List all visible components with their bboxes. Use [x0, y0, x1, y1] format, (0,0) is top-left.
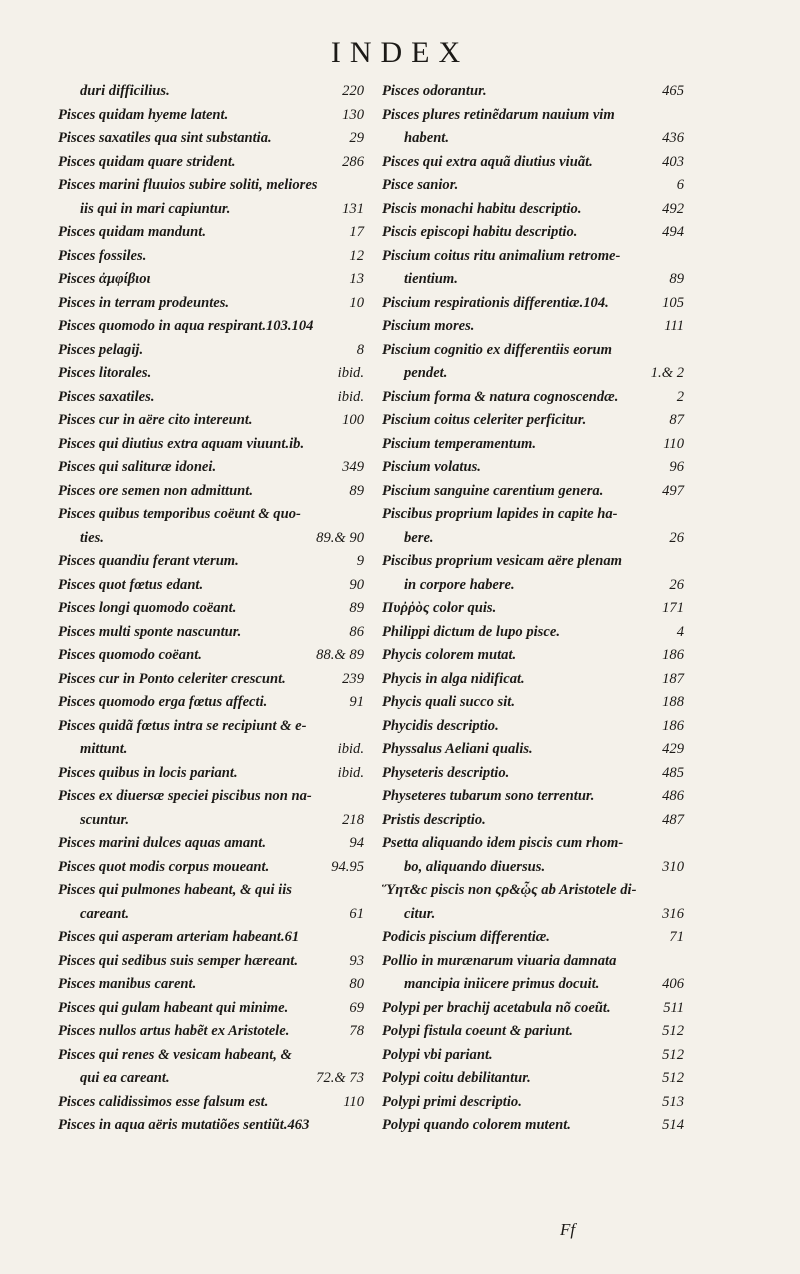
index-entry	[382, 762, 684, 786]
index-entry-text: ties.	[80, 529, 104, 546]
index-entry-page: 100	[342, 412, 364, 428]
index-entry-text: Pisces marini fluuios subire soliti, meliores	[58, 177, 318, 193]
index-entry	[382, 738, 684, 762]
index-entry-text: Physeteris descriptio.	[382, 764, 510, 781]
index-entry-page: 110	[663, 435, 684, 452]
index-entry	[382, 1114, 684, 1138]
index-entry-text: Pisces cur in aëre cito intereunt.	[58, 412, 253, 428]
index-entry-text: Pollio in murænarum viuaria damnata	[382, 952, 617, 969]
index-entry-text: Pisces calidissimos esse falsum est.	[58, 1093, 269, 1110]
index-entry-text: Piscium cognitio ex differentiis eorum	[382, 341, 612, 358]
index-entry-page: 26	[669, 529, 684, 546]
index-entry-text: Pisces qui salituræ idonei.	[58, 459, 217, 475]
index-entry	[382, 973, 684, 997]
index-entry-text: Pisces qui extra aquã diutius viuãt.	[382, 153, 593, 170]
index-entry-text: Podicis piscium differentiæ.	[382, 929, 550, 945]
index-entry-text: Pisces quibus temporibus coëunt & quo-	[58, 506, 301, 522]
index-entry	[58, 198, 364, 222]
index-entry-text: Phycis in alga nidificat.	[382, 670, 525, 687]
index-entry-text: Pisces qui pulmones habeant, & qui iis	[58, 882, 292, 898]
index-entry	[58, 315, 364, 339]
index-entry-text: Pisces longi quomodo coëant.	[58, 600, 237, 616]
index-entry-text: Pisces qui diutius extra aquam viuunt.ib.	[58, 435, 305, 452]
index-entry-page: 511	[663, 999, 684, 1016]
index-entry	[382, 785, 684, 809]
index-entry	[58, 856, 364, 880]
index-entry	[382, 292, 684, 316]
index-entry-page: 218	[342, 811, 364, 828]
index-entry-page: 239	[342, 670, 364, 687]
index-entry-page: 89.& 90	[316, 529, 364, 546]
index-entry-text: Physeteres tubarum sono terrentur.	[382, 788, 595, 804]
index-entry	[382, 550, 684, 574]
index-entry	[58, 644, 364, 668]
index-entry	[382, 856, 684, 880]
index-entry-text: Pisces in aqua aëris mutatiões sentiũt.463	[58, 1117, 310, 1133]
index-entry	[382, 574, 684, 598]
index-entry	[382, 1044, 684, 1068]
index-entry-page: 406	[662, 976, 684, 992]
index-entry	[382, 151, 684, 175]
index-entry-page: 492	[662, 200, 684, 217]
index-entry	[58, 1114, 364, 1138]
index-entry	[58, 879, 364, 903]
index-entry	[382, 127, 684, 151]
index-entry	[58, 104, 364, 128]
index-entry-text: Pisces odorantur.	[382, 83, 487, 99]
page-title: INDEX	[330, 36, 470, 69]
index-entry-text: Pisce sanior.	[382, 177, 459, 193]
index-entry	[58, 668, 364, 692]
index-entry	[58, 1020, 364, 1044]
index-entry	[382, 503, 684, 527]
index-entry-page: 72.& 73	[316, 1070, 364, 1086]
index-entry-text: Phycidis descriptio.	[382, 717, 499, 734]
index-entry	[58, 1091, 364, 1115]
index-entry	[382, 926, 684, 950]
index-entry-page: 512	[662, 1023, 684, 1039]
index-entry-text: Pisces marini dulces aquas amant.	[58, 835, 266, 851]
index-entry-text: Polypi fistula coeunt & pariunt.	[382, 1023, 573, 1039]
index-entry	[382, 1020, 684, 1044]
index-entry-page: 429	[662, 741, 684, 757]
index-entry-text: Polypi vbi pariant.	[382, 1046, 493, 1063]
index-entry	[58, 127, 364, 151]
index-entry-text: Pisces plures retinẽdarum nauium vim	[382, 106, 615, 123]
index-entry-text: iis qui in mari capiuntur.	[80, 200, 231, 217]
index-entry	[58, 174, 364, 198]
index-entry-text: Piscium coitus celeriter perficitur.	[382, 412, 587, 428]
index-entry	[58, 1044, 364, 1068]
index-entry	[382, 832, 684, 856]
index-entry	[382, 950, 684, 974]
index-entry-page: 310	[662, 858, 684, 875]
index-entry-text: Pisces quidam quare strident.	[58, 153, 236, 170]
index-entry-page: 86	[349, 623, 364, 640]
index-entry-page: 17	[349, 224, 364, 240]
index-entry	[58, 762, 364, 786]
index-entry-page: 87	[669, 412, 684, 428]
index-entry-text: mittunt.	[80, 741, 128, 757]
index-entry-page: 2	[676, 388, 684, 405]
index-entry	[382, 104, 684, 128]
index-entry-page: 69	[349, 999, 364, 1016]
index-entry-page: 188	[662, 694, 684, 710]
index-entry-text: Phycis quali succo sit.	[382, 694, 515, 710]
index-entry-text: pendet.	[404, 365, 448, 381]
index-entry	[382, 1067, 684, 1091]
index-entry-page: 186	[662, 717, 684, 734]
index-entry	[382, 644, 684, 668]
index-entry	[58, 621, 364, 645]
index-entry-text: Philippi dictum de lupo pisce.	[382, 623, 560, 640]
index-entry-page: 171	[662, 600, 684, 616]
index-entry	[58, 480, 364, 504]
index-entry	[382, 433, 684, 457]
index-entry	[58, 503, 364, 527]
index-entry-page: 349	[342, 459, 364, 475]
index-entry-text: Piscium forma & natura cognoscendæ.	[382, 388, 619, 405]
index-entry-page: 10	[349, 294, 364, 311]
index-entry	[58, 1067, 364, 1091]
index-entry-page: 94.95	[331, 858, 364, 875]
index-entry	[58, 738, 364, 762]
index-entry	[382, 409, 684, 433]
index-entry	[58, 527, 364, 551]
index-entry	[382, 809, 684, 833]
index-entry-text: citur.	[404, 905, 436, 922]
index-entry-page: ibid.	[337, 365, 364, 381]
index-entry-text: Piscium respirationis differentiæ.104.	[382, 294, 609, 311]
index-entry-page: 497	[662, 482, 684, 499]
index-entry-text: Ὕητ&c piscis non ςρ&ᾧς ab Aristotele di-	[382, 882, 637, 898]
index-entry	[382, 198, 684, 222]
index-entry-page: 187	[662, 670, 684, 687]
index-entry-page: 403	[662, 153, 684, 170]
index-entry	[382, 339, 684, 363]
index-entry	[382, 715, 684, 739]
index-entry	[58, 950, 364, 974]
index-entry-text: Pisces saxatiles.	[58, 388, 155, 405]
index-entry-text: Piscium temperamentum.	[382, 435, 537, 452]
index-entry-page: 513	[662, 1093, 684, 1110]
index-entry-text: qui ea careant.	[80, 1070, 170, 1086]
index-entry-page: 89	[669, 271, 684, 287]
index-entry	[382, 903, 684, 927]
index-entry	[382, 80, 684, 104]
index-entry-text: bo, aliquando diuersus.	[404, 858, 546, 875]
index-entry-page: 94	[349, 835, 364, 851]
index-entry-page: 4	[676, 623, 684, 640]
index-entry	[58, 456, 364, 480]
index-entry-page: 110	[343, 1093, 364, 1110]
index-entry	[58, 268, 364, 292]
index-entry-page: 105	[662, 294, 684, 311]
index-entry-page: 61	[349, 905, 364, 922]
index-entry-page: 89	[349, 600, 364, 616]
index-entry-text: Pisces cur in Ponto celeriter crescunt.	[58, 670, 286, 687]
index-entry	[58, 339, 364, 363]
index-entry-page: ibid.	[337, 741, 364, 757]
index-entry	[58, 832, 364, 856]
index-entry-text: Psetta aliquando idem piscis cum rhom-	[382, 835, 624, 851]
index-entry-page: ibid.	[337, 764, 364, 781]
index-entry	[382, 668, 684, 692]
index-entry-text: duri difficilius.	[80, 83, 170, 99]
index-entry	[382, 480, 684, 504]
index-entry	[58, 597, 364, 621]
index-entry	[58, 574, 364, 598]
index-entry-page: 486	[662, 788, 684, 804]
index-entry	[58, 245, 364, 269]
index-entry-page: 485	[662, 764, 684, 781]
index-entry-text: Pisces qui renes & vesicam habeant, &	[58, 1046, 292, 1063]
index-entry-page: ibid.	[337, 388, 364, 405]
index-entry-page: 89	[349, 482, 364, 499]
index-entry	[382, 362, 684, 386]
index-entry	[382, 1091, 684, 1115]
index-entry-text: Phycis colorem mutat.	[382, 647, 517, 663]
index-entry	[382, 315, 684, 339]
index-column-left	[58, 80, 364, 1138]
index-entry	[382, 386, 684, 410]
index-entry-page: 9	[356, 553, 364, 569]
index-entry	[382, 691, 684, 715]
index-entry-page: 12	[349, 247, 364, 264]
index-entry-page: 512	[662, 1046, 684, 1063]
index-entry-text: Polypi quando colorem mutent.	[382, 1117, 571, 1133]
index-entry-page: 494	[662, 224, 684, 240]
index-entry-page: 436	[662, 130, 684, 146]
index-entry-text: bere.	[404, 529, 434, 546]
index-entry	[58, 973, 364, 997]
index-entry-page: 13	[349, 271, 364, 287]
index-entry-text: Pisces quot fœtus edant.	[58, 576, 204, 593]
index-entry-page: 131	[342, 200, 364, 217]
index-entry	[382, 997, 684, 1021]
index-entry	[58, 691, 364, 715]
index-entry-text: Piscibus proprium vesicam aëre plenam	[382, 553, 622, 569]
index-entry-text: Pisces pelagij.	[58, 341, 144, 358]
index-entry-text: Polypi primi descriptio.	[382, 1093, 522, 1110]
index-entry-text: Pisces quidã fœtus intra se recipiunt & e-	[58, 717, 307, 734]
index-entry-text: Pisces quomodo erga fœtus affecti.	[58, 694, 268, 710]
index-entry-text: Piscis monachi habitu descriptio.	[382, 200, 582, 217]
index-entry-text: Piscium volatus.	[382, 459, 481, 475]
index-entry-text: Pisces ex diuersæ speciei piscibus non na-	[58, 788, 312, 804]
index-entry-page: 26	[669, 576, 684, 593]
index-entry-page: 90	[349, 576, 364, 593]
index-entry	[382, 456, 684, 480]
index-entry-page: 316	[662, 905, 684, 922]
index-entry-text: tientium.	[404, 271, 458, 287]
index-entry	[382, 268, 684, 292]
index-entry	[58, 433, 364, 457]
index-entry-page: 80	[349, 976, 364, 992]
index-entry	[58, 926, 364, 950]
index-entry-text: scuntur.	[80, 811, 130, 828]
index-entry-text: Pisces quidam mandunt.	[58, 224, 206, 240]
index-entry-page: 71	[669, 929, 684, 945]
index-entry-text: Pisces quomodo coëant.	[58, 647, 202, 663]
index-entry-page: 487	[662, 811, 684, 828]
index-entry	[58, 409, 364, 433]
index-entry-text: Physsalus Aeliani qualis.	[382, 741, 533, 757]
index-entry-page: 186	[662, 647, 684, 663]
index-entry-text: Piscibus proprium lapides in capite ha-	[382, 506, 618, 522]
index-entry-text: Pisces in terram prodeuntes.	[58, 294, 230, 311]
index-entry-text: Piscium mores.	[382, 318, 475, 334]
index-entry-text: Polypi coitu debilitantur.	[382, 1070, 531, 1086]
index-entry-text: Pisces qui asperam arteriam habeant.61	[58, 929, 300, 945]
index-entry-text: Pisces ἀμφίβιοι	[58, 271, 151, 287]
index-entry-page: 78	[349, 1023, 364, 1039]
index-entry-text: Piscis episcopi habitu descriptio.	[382, 224, 578, 240]
index-entry	[382, 245, 684, 269]
index-entry-text: Pisces quot modis corpus moueant.	[58, 858, 270, 875]
index-entry-text: Piscium sanguine carentium genera.	[382, 482, 604, 499]
index-entry	[58, 997, 364, 1021]
index-entry-text: in corpore habere.	[404, 576, 515, 593]
index-entry-text: Pisces litorales.	[58, 365, 152, 381]
index-entry	[58, 362, 364, 386]
index-entry	[58, 221, 364, 245]
index-entry-page: 111	[664, 318, 684, 334]
index-entry	[58, 715, 364, 739]
index-entry	[58, 903, 364, 927]
index-entry-page: 29	[349, 130, 364, 146]
index-entry-page: 8	[356, 341, 364, 358]
index-entry-page: 91	[349, 694, 364, 710]
index-entry-text: Πυῤῥὸς color quis.	[382, 600, 497, 616]
index-entry-text: habent.	[404, 130, 450, 146]
signature-mark: Ff	[560, 1220, 576, 1239]
index-entry	[58, 809, 364, 833]
index-entry	[382, 597, 684, 621]
index-entry-text: Pisces nullos artus habẽt ex Aristotele.	[58, 1023, 290, 1039]
index-entry	[382, 621, 684, 645]
index-entry-page: 130	[342, 106, 364, 123]
index-entry-text: Pisces saxatiles qua sint substantia.	[58, 130, 272, 146]
index-entry-text: Pisces quomodo in aqua respirant.103.104	[58, 318, 314, 334]
index-entry-text: Pisces quandiu ferant vterum.	[58, 553, 239, 569]
index-entry-text: Polypi per brachij acetabula nõ coeũt.	[382, 999, 611, 1016]
index-entry-text: careant.	[80, 905, 130, 922]
index-entry-page: 88.& 89	[316, 647, 364, 663]
index-entry-page: 93	[349, 952, 364, 969]
index-entry-page: 286	[342, 153, 364, 170]
index-entry-text: Pisces quibus in locis pariant.	[58, 764, 238, 781]
index-entry-text: Pisces multi sponte nascuntur.	[58, 623, 242, 640]
index-entry	[382, 174, 684, 198]
index-entry	[382, 221, 684, 245]
index-entry-text: Pisces ore semen non admittunt.	[58, 482, 254, 499]
index-entry-text: Pisces fossiles.	[58, 247, 147, 264]
index-entry-text: Pisces manibus carent.	[58, 976, 197, 992]
index-entry	[382, 879, 684, 903]
index-entry-page: 96	[669, 459, 684, 475]
index-entry-page: 220	[342, 83, 364, 99]
index-column-right	[382, 80, 684, 1138]
index-entry	[58, 550, 364, 574]
index-entry-text: Pisces qui gulam habeant qui minime.	[58, 999, 289, 1016]
index-entry-page: 512	[662, 1070, 684, 1086]
index-entry	[58, 386, 364, 410]
index-entry	[58, 151, 364, 175]
index-entry-page: 1.& 2	[650, 365, 684, 381]
index-entry-text: Pristis descriptio.	[382, 811, 486, 828]
index-entry	[58, 80, 364, 104]
index-entry-page: 6	[676, 177, 684, 193]
index-entry-page: 514	[662, 1117, 684, 1133]
index-entry	[58, 785, 364, 809]
index-entry	[382, 527, 684, 551]
index-entry-text: Pisces quidam hyeme latent.	[58, 106, 229, 123]
index-entry	[58, 292, 364, 316]
index-entry-text: Pisces qui sedibus suis semper hæreant.	[58, 952, 299, 969]
index-entry-text: mancipia iniicere primus docuit.	[404, 976, 600, 992]
index-entry-text: Piscium coitus ritu animalium retrome-	[382, 247, 621, 264]
index-entry-page: 465	[662, 83, 684, 99]
